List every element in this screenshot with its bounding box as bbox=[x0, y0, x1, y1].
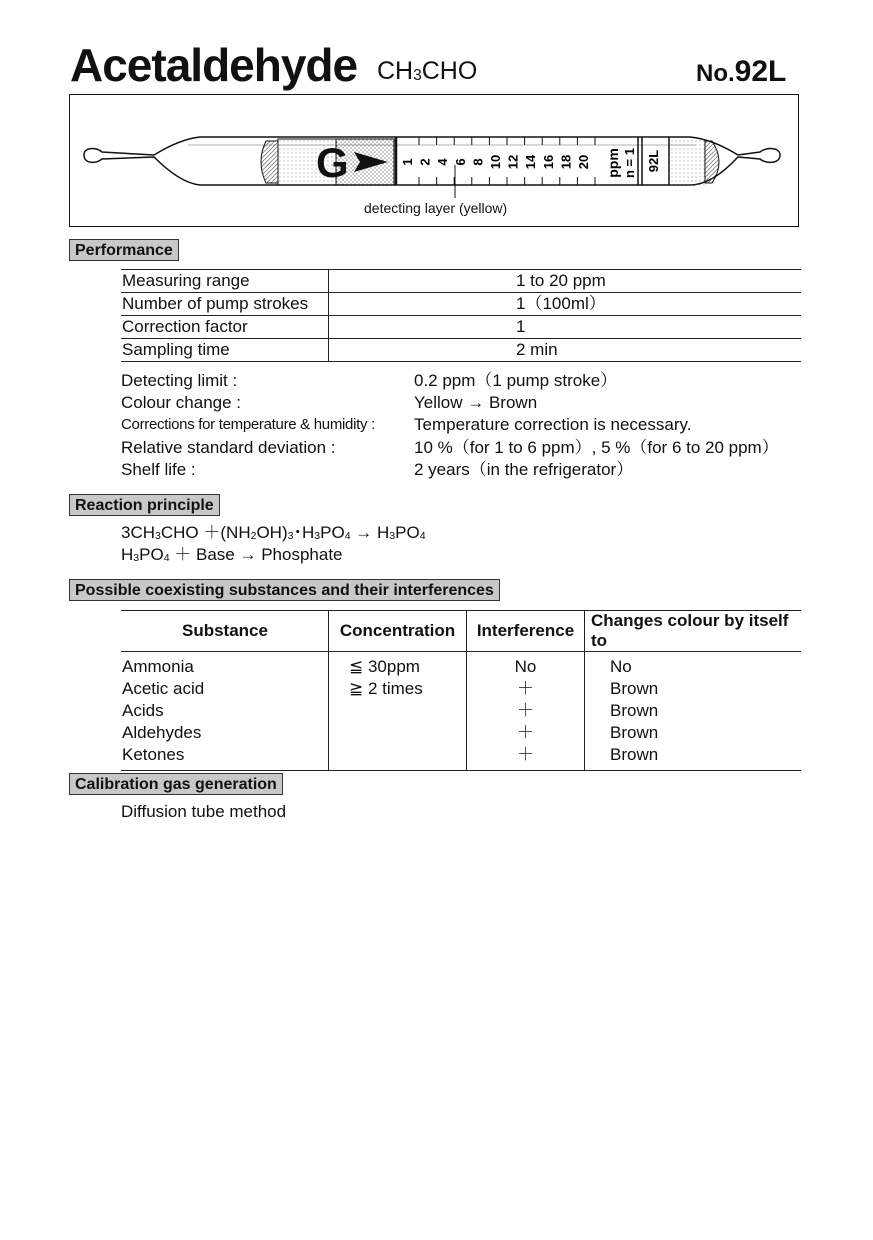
detail-label: Corrections for temperature & humidity : bbox=[121, 416, 375, 433]
tube-number-value: 92L bbox=[734, 55, 787, 88]
cell-substance: Acetic acid bbox=[122, 679, 205, 698]
section-calibration: Calibration gas generation bbox=[69, 773, 283, 795]
rx-sub: 3 bbox=[389, 529, 396, 542]
left-plug bbox=[261, 141, 278, 183]
scale-label: 2 bbox=[417, 158, 433, 166]
performance-table bbox=[121, 269, 801, 362]
cell-interference: No bbox=[467, 656, 585, 678]
cell-colour: No bbox=[585, 656, 802, 678]
rx-sub: 4 bbox=[344, 529, 351, 542]
scale-label: 18 bbox=[558, 154, 574, 170]
col-header: Interference bbox=[467, 611, 585, 652]
tube-unit: ppm bbox=[605, 148, 621, 178]
table-row bbox=[121, 678, 801, 700]
cell-concentration bbox=[329, 700, 467, 722]
reaction-equation-2 bbox=[121, 544, 343, 568]
rx-part: PO bbox=[139, 545, 164, 564]
scale-label: 4 bbox=[435, 158, 451, 166]
col-header: Substance bbox=[121, 611, 329, 652]
rx-part: ＋ Base → Phosphate bbox=[169, 545, 343, 564]
formula-part: CHO bbox=[421, 57, 478, 85]
table-row bbox=[121, 722, 801, 744]
tube-strokes: n = 1 bbox=[622, 148, 637, 178]
formula-part: CH bbox=[377, 57, 414, 85]
rx-part: ･H bbox=[293, 523, 315, 542]
scale-label: 6 bbox=[452, 158, 468, 166]
section-coexisting: Possible coexisting substances and their interferences bbox=[69, 579, 500, 601]
cell-colour: Brown bbox=[585, 678, 802, 700]
detail-value: Yellow → Brown bbox=[414, 393, 538, 412]
table-row bbox=[121, 339, 801, 362]
detail-label: Detecting limit : bbox=[121, 371, 238, 390]
perf-label: Number of pump strokes bbox=[121, 293, 329, 316]
perf-label: Sampling time bbox=[121, 339, 329, 362]
detail-label: Relative standard deviation : bbox=[121, 438, 336, 457]
scale-label: 10 bbox=[488, 154, 503, 170]
table-row bbox=[121, 293, 801, 316]
right-filler bbox=[669, 139, 705, 185]
detail-label: Colour change : bbox=[121, 393, 242, 412]
perf-value: 2 min bbox=[329, 339, 802, 362]
cell-concentration bbox=[329, 722, 467, 744]
cell-interference: ＋ bbox=[467, 722, 585, 744]
perf-value: 1 to 20 ppm bbox=[329, 270, 802, 293]
page-title: Acetaldehyde bbox=[70, 39, 358, 91]
scale-label: 8 bbox=[470, 158, 486, 166]
cell-colour: Brown bbox=[585, 722, 802, 744]
detail-label: Shelf life : bbox=[121, 460, 196, 479]
perf-value: 1 bbox=[329, 316, 802, 339]
cell-concentration: ≦ 30ppm bbox=[329, 656, 467, 678]
cell-concentration bbox=[329, 744, 467, 771]
cell-interference: ＋ bbox=[467, 744, 585, 771]
gastec-logo: G bbox=[316, 139, 349, 186]
rx-part: PO bbox=[320, 523, 345, 542]
rx-part: → H bbox=[350, 523, 390, 542]
cell-concentration: ≧ 2 times bbox=[329, 678, 467, 700]
perf-value: 1（100ml） bbox=[329, 293, 802, 316]
scale-label: 14 bbox=[523, 154, 539, 170]
cell-interference: ＋ bbox=[467, 678, 585, 700]
rx-sub: 3 bbox=[133, 551, 140, 564]
detecting-layer-caption: detecting layer (yellow) bbox=[364, 200, 508, 216]
chemical-formula bbox=[377, 57, 477, 86]
rx-part: H bbox=[121, 545, 134, 564]
scale-label: 1 bbox=[400, 158, 415, 166]
rx-part: OH) bbox=[256, 523, 288, 542]
section-reaction: Reaction principle bbox=[69, 494, 220, 516]
rx-sub: 2 bbox=[250, 529, 257, 542]
tube-number bbox=[696, 55, 786, 89]
table-row bbox=[121, 316, 801, 339]
rx-sub: 4 bbox=[419, 529, 426, 542]
detail-value: 0.2 ppm（1 pump stroke） bbox=[414, 371, 618, 390]
scale-label: 12 bbox=[505, 154, 521, 170]
tube-number-prefix: No. bbox=[696, 60, 735, 87]
table-header-row bbox=[121, 611, 801, 652]
perf-label: Correction factor bbox=[121, 316, 329, 339]
rx-sub: 4 bbox=[163, 551, 170, 564]
cell-substance: Acids bbox=[122, 701, 164, 720]
col-header: Concentration bbox=[329, 611, 467, 652]
rx-part: PO bbox=[395, 523, 420, 542]
perf-label: Measuring range bbox=[121, 270, 329, 293]
table-row bbox=[121, 700, 801, 722]
rx-sub: 3 bbox=[287, 529, 294, 542]
col-header: Changes colour by itself to bbox=[585, 611, 802, 652]
rx-sub: 3 bbox=[155, 529, 161, 542]
formula-subscript: 3 bbox=[413, 66, 422, 84]
cell-colour: Brown bbox=[585, 700, 802, 722]
cell-interference: ＋ bbox=[467, 700, 585, 722]
scale-label: 16 bbox=[540, 154, 556, 170]
section-performance: Performance bbox=[69, 239, 179, 261]
cell-colour: Brown bbox=[585, 744, 802, 771]
table-row bbox=[121, 656, 801, 678]
detail-value: 10 %（for 1 to 6 ppm）, 5 %（for 6 to 20 ppm） bbox=[414, 438, 779, 457]
reaction-equation-1 bbox=[121, 522, 426, 546]
detail-value: 2 years（in the refrigerator） bbox=[414, 460, 634, 479]
calibration-method: Diffusion tube method bbox=[121, 802, 287, 821]
cell-substance: Ammonia bbox=[122, 657, 194, 676]
table-row bbox=[121, 270, 801, 293]
cell-substance: Ketones bbox=[121, 744, 329, 771]
rx-part: 3CH bbox=[121, 523, 156, 542]
rx-sub: 3 bbox=[314, 529, 321, 542]
cell-substance: Aldehydes bbox=[122, 723, 202, 742]
detail-value: Temperature correction is necessary. bbox=[414, 415, 692, 434]
table-row bbox=[121, 744, 801, 771]
rx-part: CHO ＋(NH bbox=[160, 523, 251, 542]
interference-table bbox=[121, 610, 801, 771]
tube-code: 92L bbox=[646, 149, 661, 173]
scale-label: 20 bbox=[576, 154, 591, 170]
